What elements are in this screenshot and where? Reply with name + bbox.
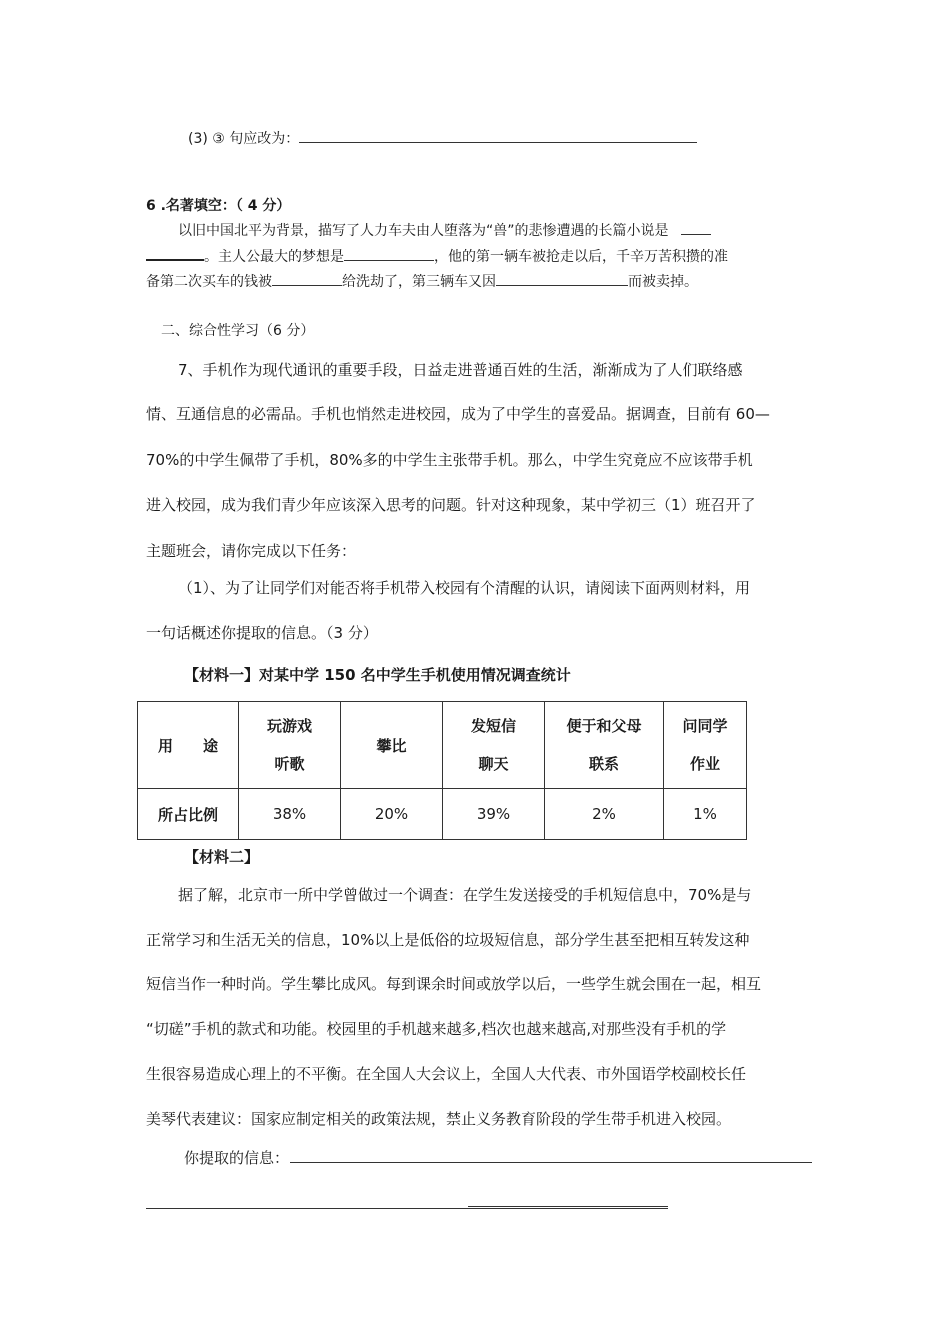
table-cell: 1% [664, 789, 747, 840]
table-cell-line: 作业 [689, 755, 720, 773]
table-cell-line: 听歌 [274, 755, 305, 773]
q6-title: 6 .名著填空：（ 4 分） [146, 198, 291, 214]
q3-label: (3) ③ 句应改为： [188, 131, 300, 147]
table-cell: 20% [341, 789, 443, 840]
q7-line: 70%的中学生佩带了手机，80%多的中学生主张带手机。那么，中学生究竟应不应该带手机 [146, 451, 753, 469]
table-header-ratio: 所占比例 [138, 789, 239, 840]
table-cell-line: 便于和父母 [566, 717, 642, 735]
answer-line-2[interactable] [146, 1208, 668, 1209]
q6-line1 [178, 220, 711, 240]
survey-table [137, 701, 747, 840]
table-cell-line: 攀比 [376, 736, 407, 755]
table-cell [664, 702, 747, 789]
table-cell [545, 702, 664, 789]
table-cell-line: 问同学 [682, 717, 728, 735]
table-cell: 2% [545, 789, 664, 840]
q6-blank-sold[interactable] [496, 271, 628, 286]
section2-title: 二、综合性学习（6 分） [161, 323, 315, 339]
q3-prompt [188, 128, 697, 148]
material2-line: 据了解，北京市一所中学曾做过一个调查：在学生发送接受的手机短信息中，70%是与 [178, 886, 752, 904]
material2-line: 短信当作一种时尚。学生攀比成风。每到课余时间或放学以后，一些学生就会围在一起，相互 [146, 975, 762, 993]
table-cell-line: 联系 [588, 755, 619, 773]
answer-line-2-underline [468, 1206, 668, 1207]
table-cell [341, 702, 443, 789]
material1-title: 【材料一】对某中学 150 名中学生手机使用情况调查统计 [184, 666, 571, 684]
material2-line: 生很容易造成心理上的不平衡。在全国人大会议上，全国人大代表、市外国语学校副校长任 [146, 1065, 747, 1083]
table-cell-line: 玩游戏 [266, 717, 312, 735]
table-cell-line: 发短信 [470, 717, 516, 735]
q6-blank-novel-part1[interactable] [681, 220, 711, 235]
q6-blank-robbed[interactable] [272, 271, 342, 286]
q7-line: （1）、为了让同学们对能否将手机带入校园有个清醒的认识，请阅读下面两则材料，用 [178, 579, 751, 597]
q6-line1-text: 以旧中国北平为背景，描写了人力车夫由人堕落为“兽”的悲惨遭遇的长篇小说是 [178, 223, 669, 239]
q6-line2-a: 。主人公最大的梦想是 [204, 249, 344, 265]
q3-answer-blank[interactable] [299, 128, 697, 143]
q6-line3 [146, 271, 698, 291]
material2-line: 正常学习和生活无关的信息，10%以上是低俗的垃圾短信息，部分学生甚至把相互转发这种 [146, 931, 750, 949]
q6-line3-b: 给洗劫了，第三辆车又因 [342, 274, 496, 290]
material2-title: 【材料二】 [184, 848, 260, 866]
q6-line3-c: 而被卖掉。 [628, 274, 698, 290]
answer-label: 你提取的信息： [184, 1149, 290, 1167]
q6-blank-novel-part2[interactable] [146, 245, 204, 261]
table-header-use: 用 途 [138, 702, 239, 789]
table-cell: 39% [443, 789, 545, 840]
material2-line: “切磋”手机的款式和功能。校园里的手机越来越多,档次也越来越高,对那些没有手机的学 [146, 1020, 727, 1038]
q6-line3-a: 备第二次买车的钱被 [146, 274, 272, 290]
q7-line: 主题班会，请你完成以下任务： [146, 542, 357, 560]
q7-line: 进入校园，成为我们青少年应该深入思考的问题。针对这种现象，某中学初三（1）班召开了 [146, 496, 756, 514]
q6-blank-dream[interactable] [344, 246, 434, 261]
material2-line: 美琴代表建议：国家应制定相关的政策法规，禁止义务教育阶段的学生带手机进入校园。 [146, 1110, 732, 1128]
q7-line: 一句话概述你提取的信息。（3 分） [146, 624, 378, 642]
q6-line2-b: ，他的第一辆车被抢走以后，千辛万苦积攒的准 [434, 249, 728, 265]
table-cell-line: 聊天 [478, 755, 509, 773]
table-cell [443, 702, 545, 789]
table-row [138, 702, 747, 789]
q7-line: 情、互通信息的必需品。手机也悄然走进校园，成为了中学生的喜爱品。据调查，目前有 60— [146, 405, 770, 423]
q7-line: 7、手机作为现代通讯的重要手段，日益走进普通百姓的生活，渐渐成为了人们联络感 [178, 361, 743, 379]
table-row [138, 789, 747, 840]
table-cell: 38% [239, 789, 341, 840]
answer-line-1[interactable] [290, 1162, 812, 1163]
table-cell [239, 702, 341, 789]
q6-line2 [146, 245, 728, 266]
